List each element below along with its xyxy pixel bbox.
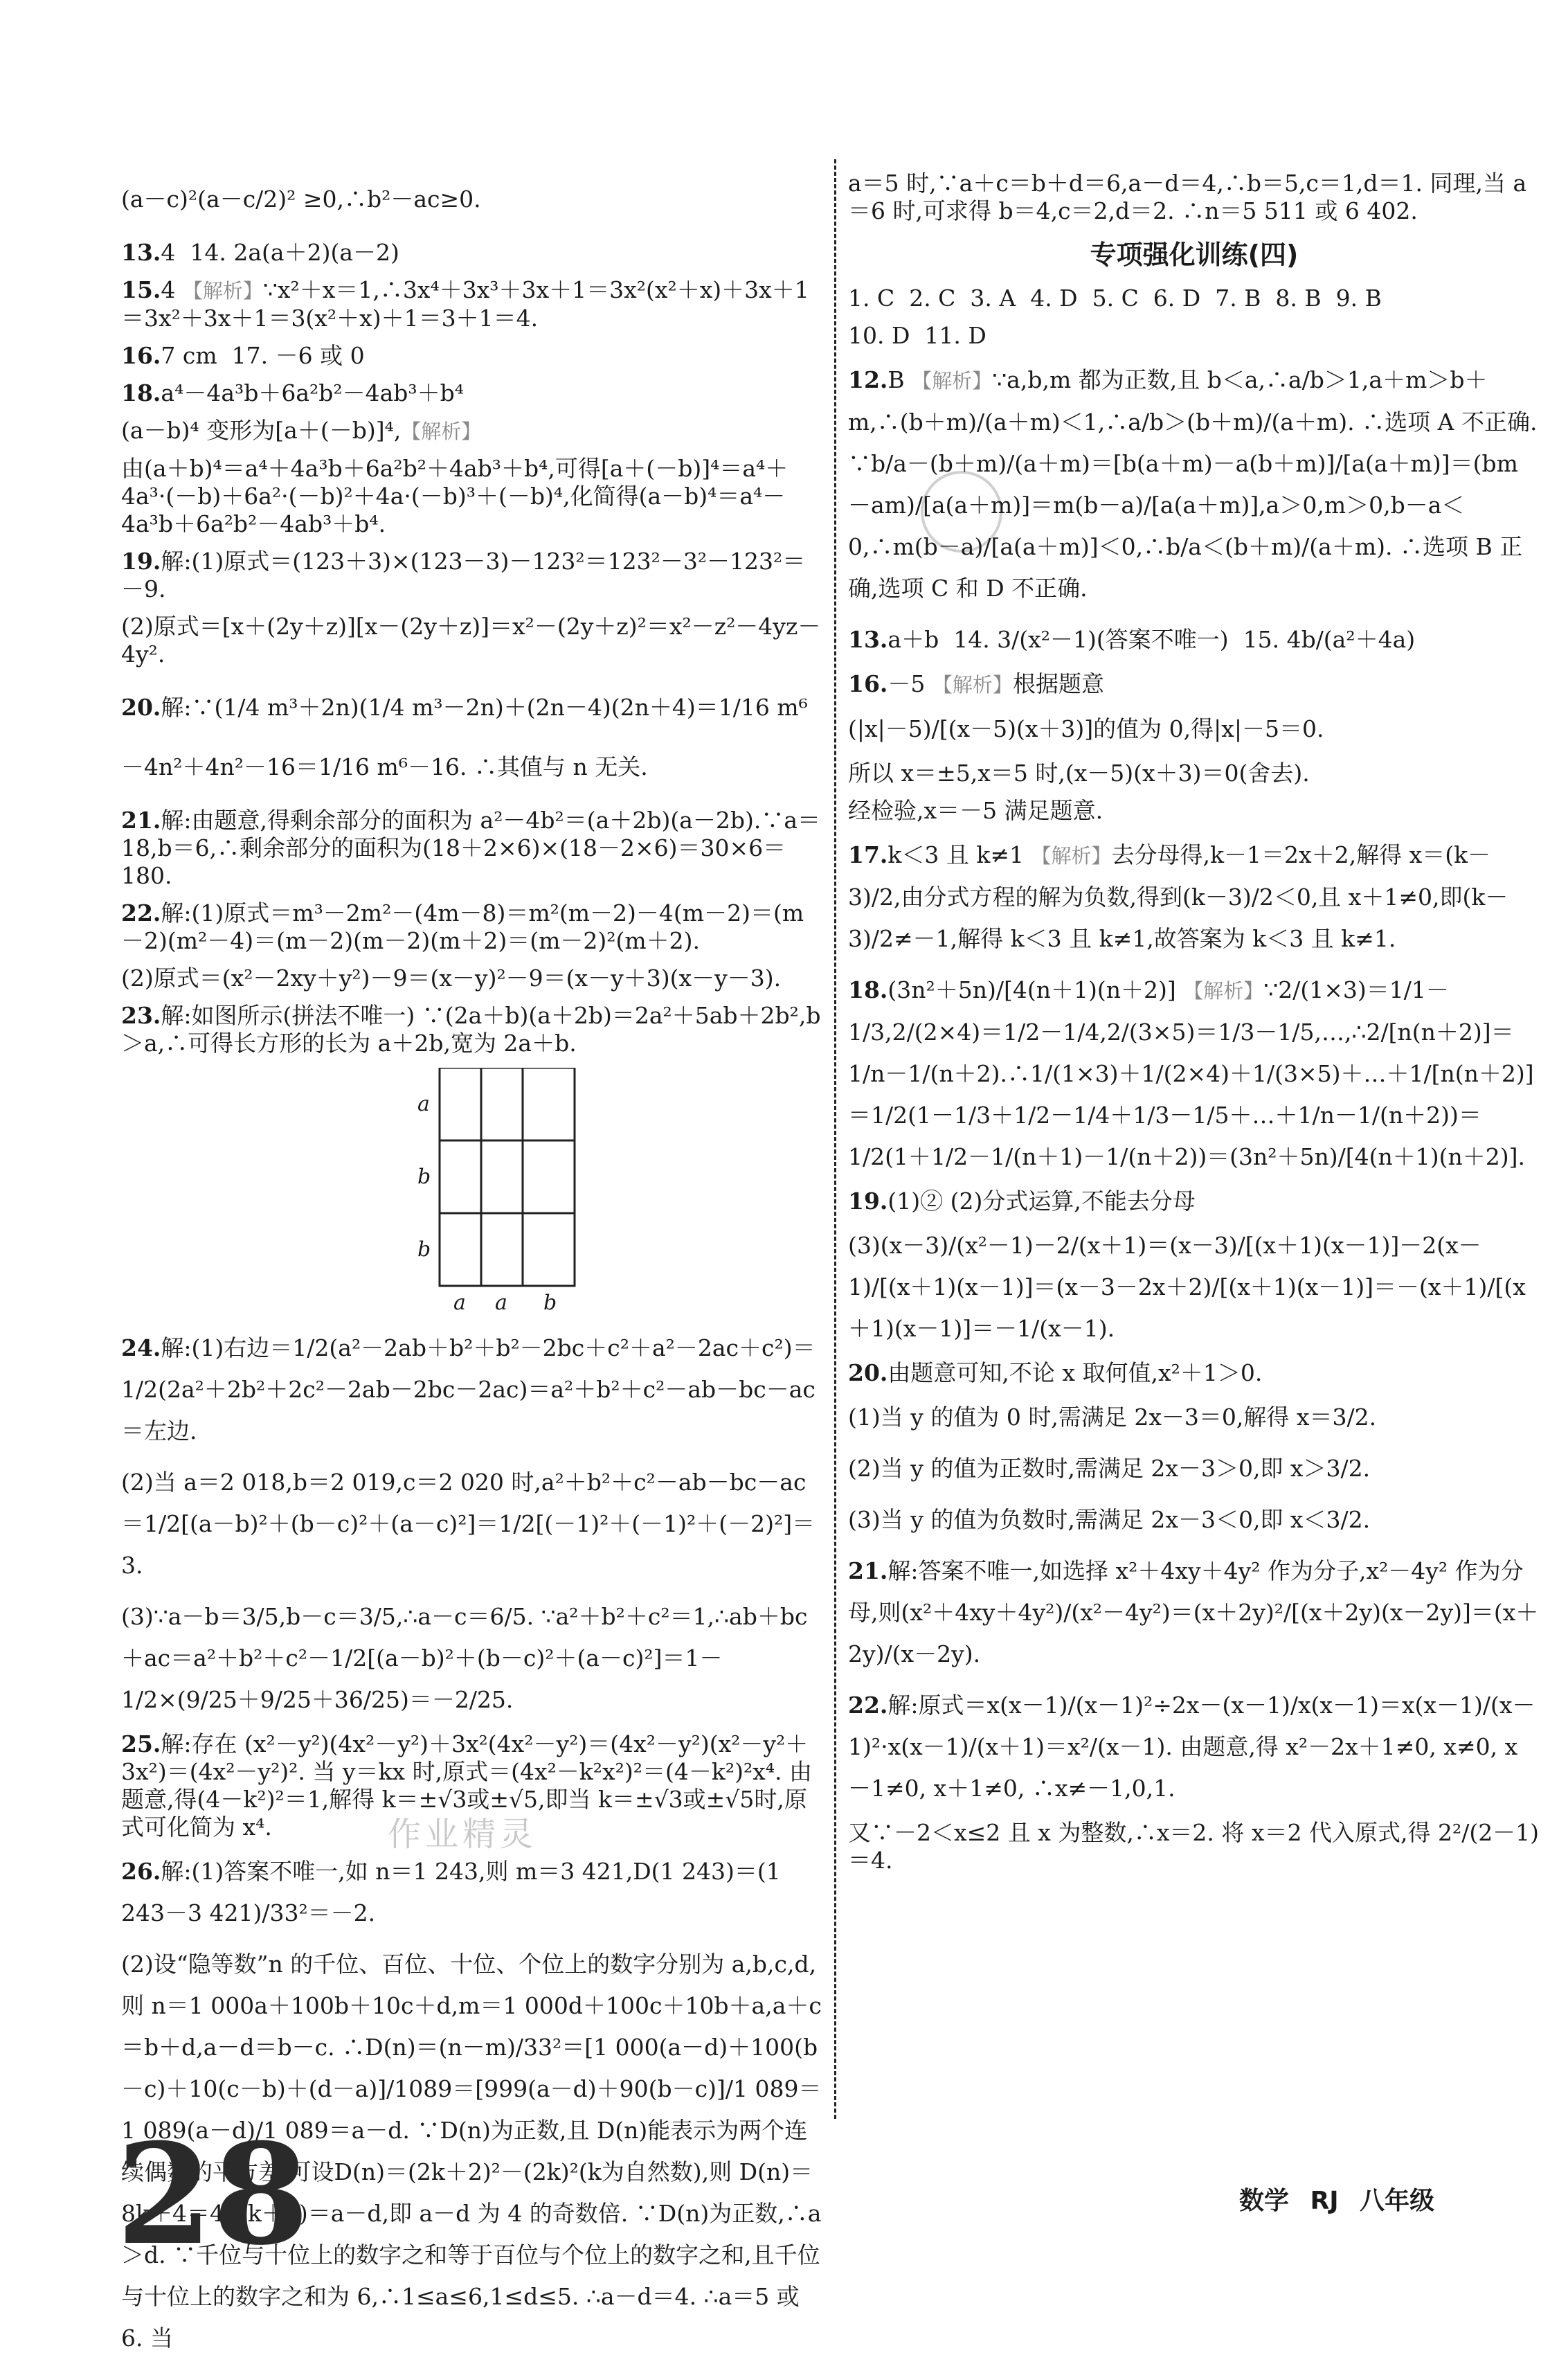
answer-text: 解:(1)右边＝1/2(a²－2ab＋b²＋b²－2bc＋c²＋a²－2ac＋c²)＝1/2(2a²＋2b²＋2c²－2ab－2bc－2ac)＝a²＋b²＋c²－ab－bc－ac＝左边. — [121, 1334, 815, 1444]
question-number: 18. — [848, 976, 888, 1003]
answer-text: (1)当 y 的值为 0 时,需满足 2x－3＝0,解得 x＝3/2. — [848, 1404, 1377, 1431]
answer-text-continued: 根据题意 — [1012, 670, 1104, 697]
answer-text: (|x|－5)/[(x－5)(x＋3)]的值为 0,得|x|－5＝0. — [848, 715, 1324, 742]
answer-text: (2)原式＝(x²－2xy＋y²)－9＝(x－y)²－9＝(x－y＋3)(x－y－3). — [121, 965, 782, 992]
footer-subject: 数学 RJ 八年级 — [1239, 2187, 1435, 2215]
answer-line — [121, 165, 824, 234]
answer-text: a＋b 14. 3/(x²－1)(答案不唯一) 15. 4b/(a²＋4a) — [887, 626, 1416, 653]
question-number: 22. — [121, 899, 161, 926]
answer-text: 1. C 2. C 3. A 4. D 5. C 6. D 7. B 8. B 9. B — [848, 285, 1382, 312]
answer-text: 解:原式＝x(x－1)/(x－1)²÷2x－(x－1)/x(x－1)＝x(x－1)/(x－1)²·x(x－1)/(x＋1)＝x²/(x－1). 由题意,得 x²－2x＋1≠0, x≠0, x－1≠0, x＋1≠0, ∴x≠－1,0,1. — [848, 1692, 1535, 1802]
answer-text: 所以 x＝±5,x＝5 时,(x－5)(x＋3)＝0(舍去). — [848, 760, 1310, 787]
answer-text: (a－c)² — [121, 186, 198, 213]
answer-line — [848, 1443, 1540, 1494]
question-number: 13. — [121, 239, 161, 266]
answer-line — [121, 960, 824, 997]
right-column — [848, 165, 1544, 1879]
question-number: 20. — [848, 1359, 888, 1386]
answer-line — [848, 1680, 1540, 1814]
answer-line — [121, 1457, 824, 1591]
answer-line — [121, 802, 824, 895]
answer-line — [848, 1392, 1540, 1443]
answer-line — [121, 608, 824, 673]
question-number: 16. — [121, 342, 161, 369]
analysis-tag: 【解析】 — [1183, 979, 1264, 1003]
answer-line — [121, 895, 824, 960]
grid-col-label: b — [543, 1291, 557, 1315]
question-number: 22. — [848, 1692, 888, 1719]
answer-line — [848, 1546, 1540, 1680]
answer-line — [848, 355, 1544, 614]
answer-text-continued: (a－c/2)² ≥0,∴b²－ac≥0. — [197, 186, 481, 213]
question-number: 21. — [848, 1557, 888, 1584]
answer-text: (2)当 y 的值为正数时,需满足 2x－3＞0,即 x＞3/2. — [848, 1455, 1371, 1482]
answer-line — [121, 337, 824, 375]
answer-line — [848, 1354, 1540, 1392]
answer-line — [121, 412, 824, 450]
question-number: 21. — [121, 807, 161, 834]
answer-text: 由题意可知,不论 x 取何值,x²＋1＞0. — [887, 1359, 1263, 1386]
answer-text: 解:答案不唯一,如选择 x²＋4xy＋4y² 作为分子,x²－4y² 作为分母,则(x²＋4xy＋4y²)/(x²－4y²)＝(x＋2y)²/[(x＋2y)(x－2y)]＝(x＋2y)/(x－2y). — [848, 1557, 1539, 1667]
answer-line — [848, 165, 1540, 230]
answer-text: 又∵－2＜x≤2 且 x 为整数,∴x＝2. 将 x＝2 代入原式,得 2²/(2－1)＝4. — [848, 1819, 1540, 1874]
answer-text: 7 cm 17. －6 或 0 — [161, 342, 365, 369]
question-number: 20. — [121, 694, 161, 721]
answer-line — [848, 1220, 1540, 1354]
answer-text-continued: ∵a,b,m 都为正数,且 b＜a,∴a/b＞1,a＋m＞b＋m,∴(b＋m)/(a＋m)＜1,∴a/b＞(b＋m)/(a＋m). ∴选项 A 不正确. ∵b/a－(b＋m)/(a＋m)＝[b(a＋m)－a(b＋m)]/[a(a＋m)]＝(bm－am)/[a(a＋m)]＝m(b－a)/[a(a＋m)],a＞0,m＞0,b－a＜0,∴m(b－a)/[a(a＋m)]＜0,∴b/a＜(b＋m)/(a＋m). ∴选项 B 正确,选项 C 和 D 不正确. — [848, 366, 1544, 602]
question-number: 12. — [848, 366, 888, 393]
answer-line — [848, 1814, 1540, 1879]
answer-text: (2)当 a＝2 018,b＝2 019,c＝2 020 时,a²＋b²＋c²－ab－bc－ac＝1/2[(a－b)²＋(b－c)²＋(a－c)²]＝1/2[(－1)²＋(－1)²＋(－2)²]＝3. — [121, 1469, 815, 1579]
answer-line — [121, 543, 824, 608]
answer-line — [848, 755, 1540, 792]
question-number: 24. — [121, 1334, 161, 1361]
answer-text: 10. D 11. D — [848, 322, 986, 349]
answer-line — [848, 665, 1540, 704]
question-number: 17. — [848, 841, 888, 868]
answer-line — [848, 317, 1540, 355]
analysis-tag: 【解析】 — [401, 420, 482, 443]
answer-text: 解:∵(1/4 m³＋2n)(1/4 m³－2n)＋(2n－4)(2n＋4)＝1/16 m⁶－4n²＋4n²－16＝1/16 m⁶－16. ∴其值与 n 无关. — [121, 694, 808, 780]
answer-text: 解:(1)原式＝(123＋3)×(123－3)－123²＝123²－3²－123²＝－9. — [121, 548, 806, 602]
watermark: 作业精灵 — [388, 1815, 538, 1854]
answer-line — [121, 1323, 824, 1457]
grid-row-label: a — [417, 1092, 430, 1116]
grid-row-label: b — [417, 1237, 431, 1262]
analysis-tag: 【解析】 — [932, 673, 1013, 697]
question-number: 26. — [121, 1858, 161, 1885]
answer-text-continued: 去分母得,k－1＝2x＋2,解得 x＝(k－3)/2,由分式方程的解为负数,得到(k－3)/2＜0,且 x＋1≠0,即(k－3)/2≠－1,解得 k＜3 且 k≠1,故答案为 k＜3 且 k≠1. — [848, 841, 1508, 952]
answer-line — [121, 673, 824, 802]
page-number: 28 — [116, 2113, 309, 2276]
answer-line — [121, 450, 824, 543]
analysis-tag: 【解析】 — [1031, 844, 1112, 868]
answer-line — [848, 1183, 1540, 1220]
answer-text: 解:由题意,得剩余部分的面积为 a²－4b²＝(a＋2b)(a－2b).∵a＝18,b＝6,∴剩余部分的面积为(18＋2×6)×(18－2×6)＝30×6＝180. — [121, 807, 821, 889]
answer-line — [848, 830, 1540, 965]
answer-line — [121, 1591, 824, 1726]
answer-text: －5 — [887, 670, 932, 697]
answer-text: (3)(x－3)/(x²－1)－2/(x＋1)＝(x－3)/[(x＋1)(x－1)]－2(x－1)/[(x＋1)(x－1)]＝(x－3－2x＋2)/[(x＋1)(x－1)]＝－(x＋1)/[(x＋1)(x－1)]＝－1/(x－1). — [848, 1232, 1526, 1342]
answer-line — [848, 704, 1540, 755]
answer-line — [848, 614, 1540, 665]
answer-line — [121, 997, 824, 1062]
answer-text: (3)当 y 的值为负数时,需满足 2x－3＜0,即 x＜3/2. — [848, 1506, 1371, 1533]
answer-text: (a－b)⁴ 变形为[a＋(－b)]⁴, — [121, 417, 402, 444]
answer-text: 解:存在 (x²－y²)(4x²－y²)＋3x²(4x²－y²)＝(4x²－y²)(x²－y²＋3x²)＝(4x²－y²)². 当 y＝kx 时,原式＝(4x²－k²x²)²＝(4－k²)²x⁴. 由题意,得(4－k²)²＝1,解得 k＝±√3或±√5,即当 k＝±√3或±√5时,原式可化简为 x⁴. — [121, 1730, 812, 1841]
left-column — [121, 165, 824, 2364]
analysis-tag: 【解析】 — [182, 279, 263, 303]
question-number: 25. — [121, 1730, 161, 1757]
answer-text: B — [887, 366, 912, 393]
answer-line — [848, 965, 1540, 1183]
question-number: 16. — [848, 670, 888, 697]
answer-text: 解:(1)答案不唯一,如 n＝1 243,则 m＝3 421,D(1 243)＝(1 243－3 421)/33²＝－2. — [121, 1858, 788, 1926]
grid-col-label: a — [453, 1291, 466, 1315]
question-number: 19. — [848, 1188, 888, 1215]
answer-text: 由(a＋b)⁴＝a⁴＋4a³b＋6a²b²＋4ab³＋b⁴,可得[a＋(－b)]⁴＝a⁴＋4a³·(－b)＋6a²·(－b)²＋4a·(－b)³＋(－b)⁴,化简得(a－b)⁴＝a⁴－4a³b＋6a²b²－4ab³＋b⁴. — [121, 455, 788, 537]
analysis-tag: 【解析】 — [912, 369, 993, 393]
answer-line — [848, 1494, 1540, 1546]
answer-line — [121, 234, 824, 271]
rectangle-tiling-figure — [412, 1068, 578, 1317]
answer-line — [121, 375, 824, 412]
answer-text-continued: ∵x²＋x＝1,∴3x⁴＋3x³＋3x＋1＝3x²(x²＋x)＋3x＋1＝3x²＋3x＋1＝3(x²＋x)＋1＝3＋1＝4. — [121, 276, 809, 332]
question-number: 23. — [121, 1002, 161, 1029]
answer-line — [121, 271, 824, 337]
answer-text: (1)② (2)分式运算,不能去分母 — [887, 1188, 1196, 1215]
question-number: 15. — [121, 276, 161, 303]
question-number: 18. — [121, 379, 161, 406]
answer-text: (3)∵a－b＝3/5,b－c＝3/5,∴a－c＝6/5. ∵a²＋b²＋c²＝1,∴ab＋bc＋ac＝a²＋b²＋c²－1/2[(a－b)²＋(b－c)²＋(a－c)²]＝1－1/2×(9/25＋9/25＋36/25)＝－2/25. — [121, 1603, 808, 1713]
answer-text: 解:如图所示(拼法不唯一) ∵(2a＋b)(a＋2b)＝2a²＋5ab＋2b²,b＞a,∴可得长方形的长为 a＋2b,宽为 2a＋b. — [121, 1002, 821, 1057]
answer-text: 4 — [161, 276, 183, 303]
answer-line — [121, 1846, 824, 1939]
section-title: 专项强化训练(四) — [1090, 240, 1299, 270]
answer-text: 经检验,x＝－5 满足题意. — [848, 797, 1103, 824]
answer-text: a⁴－4a³b＋6a²b²－4ab³＋b⁴ — [161, 379, 464, 406]
tiling-grid — [412, 1068, 578, 1317]
answer-line — [848, 792, 1540, 830]
grid-row-label: b — [417, 1165, 431, 1189]
grid-col-label: a — [495, 1291, 507, 1315]
answer-line — [121, 1726, 824, 1846]
question-number: 13. — [848, 626, 888, 653]
answer-text: (2)设“隐等数”n 的千位、百位、十位、个位上的数字分别为 a,b,c,d,则 n＝1 000a＋100b＋10c＋d,m＝1 000d＋100c＋10b＋a,a＋c＝b＋d,a－d＝b－c. ∴D(n)＝(n－m)/33²＝[1 000(a－d)＋100(b－c)＋10(c－b)＋(d－a)]/1089＝[999(a－d)＋90(b－c)]/1 089＝1 089(a－d)/1 089＝a－d. ∵D(n)为正数,且 D(n)能表示为两个连续偶数的平方差,可设D(n)＝(2k＋2)²－(2k)²(k为自然数),则 D(n)＝8k＋4＝4(2k＋1)＝a－d,即 a－d 为 4 的奇数倍. ∵D(n)为正数,∴a＞d. ∵千位与十位上的数字之和等于百位与个位上的数字之和,且千位与十位上的数字之和为 6,∴1≤a≤6,1≤d≤5. ∴a－d＝4. ∴a＝5 或 6. 当 — [121, 1951, 822, 2352]
answer-text: k＜3 且 k≠1 — [887, 841, 1031, 868]
answer-text: 解:(1)原式＝m³－2m²－(4m－8)＝m²(m－2)－4(m－2)＝(m－2)(m²－4)＝(m－2)(m－2)(m＋2)＝(m－2)²(m＋2). — [121, 899, 804, 954]
answer-text: a＝5 时,∵a＋c＝b＋d＝6,a－d＝4,∴b＝5,c＝1,d＝1. 同理,当 a＝6 时,可求得 b＝4,c＝2,d＝2. ∴n＝5 511 或 6 402. — [848, 170, 1527, 224]
answer-text: (3n²＋5n)/[4(n＋1)(n＋2)] — [887, 976, 1184, 1003]
answer-line — [848, 280, 1540, 317]
question-number: 19. — [121, 548, 161, 575]
answer-text: 4 14. 2a(a＋2)(a－2) — [161, 239, 399, 266]
answer-text-continued: ∵2/(1×3)＝1/1－1/3,2/(2×4)＝1/2－1/4,2/(3×5)＝1/3－1/5,…,∴2/[n(n＋2)]＝1/n－1/(n＋2).∴1/(1×3)＋1/(2×4)＋1/(3×5)＋…＋1/[n(n＋2)]＝1/2(1－1/3＋1/2－1/4＋1/3－1/5＋…＋1/n－1/(n＋2))＝1/2(1＋1/2－1/(n＋1)－1/(n＋2))＝(3n²＋5n)/[4(n＋1)(n＋2)]. — [848, 976, 1534, 1170]
column-divider — [834, 159, 836, 2119]
answer-text: (2)原式＝[x＋(2y＋z)][x－(2y＋z)]＝x²－(2y＋z)²＝x²－z²－4yz－4y². — [121, 613, 821, 668]
